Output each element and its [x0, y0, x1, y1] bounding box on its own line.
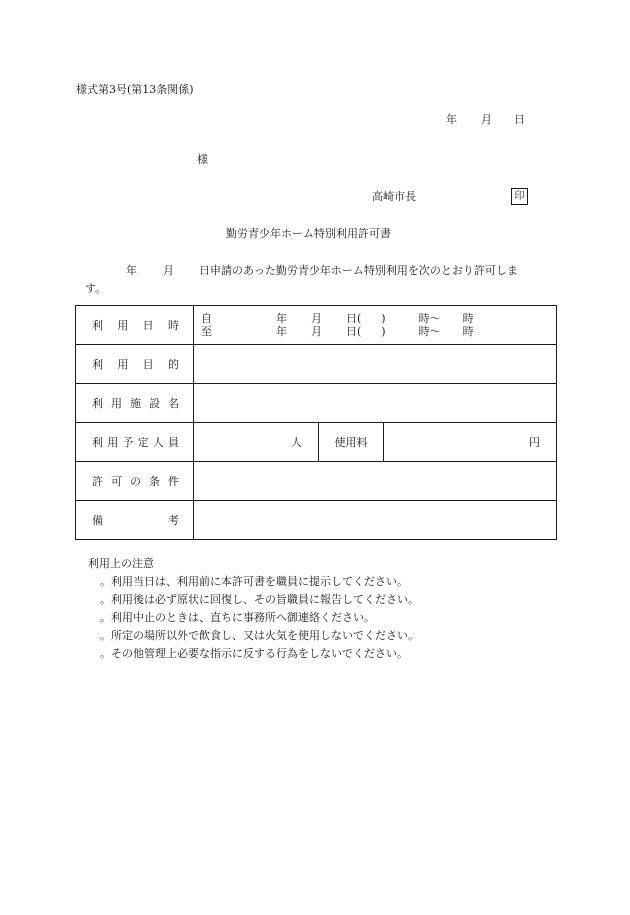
form-number: 様式第3号(第13条関係)	[76, 83, 194, 96]
from-prefix: 自	[201, 312, 212, 325]
to-day: 日(	[346, 325, 362, 338]
from-hour-start: 時～	[418, 312, 441, 325]
row-usage-datetime	[76, 306, 557, 345]
usage-datetime-cell[interactable]	[194, 306, 557, 345]
datetime-to-line	[201, 325, 556, 338]
notes-list	[88, 573, 419, 663]
datetime-from-line	[201, 312, 556, 325]
note-item: 。所定の場所以外で飲食し、又は火気を使用しないでください。	[100, 629, 419, 642]
usage-notes	[88, 555, 419, 663]
row-remarks	[76, 501, 557, 540]
label-cell	[76, 462, 194, 501]
seal-mark: 印	[511, 188, 528, 205]
from-day: 日(	[346, 312, 362, 325]
label-cell	[76, 384, 194, 423]
row-planned-attendees	[76, 423, 557, 462]
to-hour-end: 時	[462, 325, 474, 338]
from-month: 月	[311, 312, 322, 325]
permit-conditions-field[interactable]	[194, 462, 557, 501]
row-facility-name	[76, 384, 557, 423]
label-cell	[76, 423, 194, 462]
note-item: 。利用後は必ず原状に回復し、その旨職員に報告してください。	[100, 593, 419, 606]
to-prefix: 至	[201, 325, 212, 338]
attendee-count-field[interactable]	[194, 423, 319, 462]
label-cell	[76, 345, 194, 384]
row-permit-conditions	[76, 462, 557, 501]
from-year: 年	[276, 312, 287, 325]
fee-label: 使用料	[334, 436, 368, 449]
label-usage-datetime: 利用日時	[92, 319, 179, 332]
label-permit-conditions: 許可の条件	[92, 475, 179, 488]
to-year: 年	[276, 325, 287, 338]
to-hour-start: 時～	[418, 325, 441, 338]
attendee-unit: 人	[291, 436, 302, 449]
label-usage-purpose: 利用目的	[92, 358, 179, 371]
permit-table	[75, 305, 557, 540]
label-cell	[76, 501, 194, 540]
note-item: 。利用当日は、利用前に本許可書を職員に提示してください。	[100, 575, 408, 588]
date-day: 日	[514, 113, 525, 126]
label-cell	[76, 306, 194, 345]
label-remarks: 備考	[92, 514, 179, 527]
addressee-suffix: 様	[197, 153, 208, 166]
fee-label-cell	[319, 423, 384, 462]
label-planned-attendees: 利用予定人員	[92, 436, 179, 449]
body-year: 年	[126, 264, 137, 277]
body-text: 日申請のあった勤労青少年ホーム特別利用を次のとおり許可しま	[199, 264, 518, 277]
fee-unit: 円	[529, 436, 540, 449]
issuer-name: 高崎市長	[372, 190, 416, 203]
date-month: 月	[481, 113, 492, 126]
note-item: 。利用中止のときは、直ちに事務所へ御連絡ください。	[100, 611, 375, 624]
label-facility-name: 利用施設名	[92, 397, 179, 410]
facility-name-field[interactable]	[194, 384, 557, 423]
from-hour-end: 時	[462, 312, 474, 325]
document-title: 勤労青少年ホーム特別利用許可書	[226, 227, 391, 240]
usage-purpose-field[interactable]	[194, 345, 557, 384]
to-month: 月	[311, 325, 322, 338]
date-year: 年	[446, 113, 457, 126]
note-item: 。その他管理上必要な指示に反する行為をしないでください。	[100, 647, 408, 660]
to-paren-close: )	[381, 325, 386, 338]
body-text-continued: す。	[85, 282, 107, 295]
notes-heading: 利用上の注意	[88, 557, 154, 570]
remarks-field[interactable]	[194, 501, 557, 540]
fee-amount-field[interactable]	[384, 423, 557, 462]
body-month: 月	[163, 264, 174, 277]
row-usage-purpose	[76, 345, 557, 384]
from-paren-close: )	[381, 312, 386, 325]
